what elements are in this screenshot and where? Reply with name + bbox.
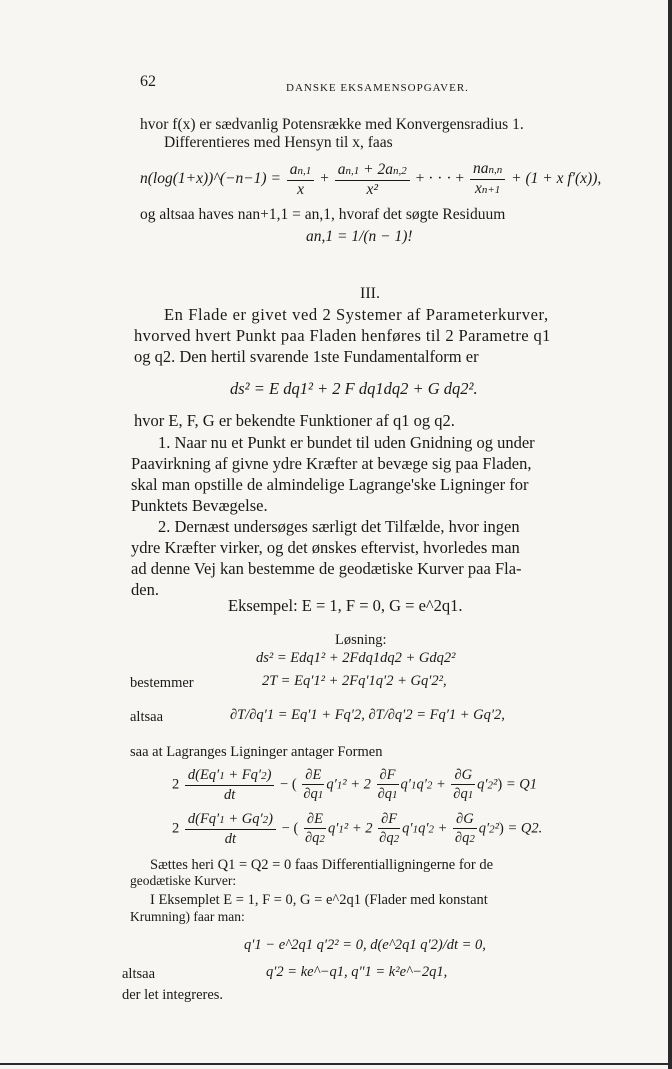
text-line: hvor E, F, G er bekendte Funktioner af q1 og q2.: [134, 411, 455, 430]
equation-rhs: + (1 + x f′(x)),: [511, 170, 602, 188]
text-line: den.: [131, 580, 159, 599]
text-line: hvor f(x) er sædvanlig Potensrække med Konvergensradius 1.: [140, 116, 524, 133]
equation-lhs: n(log(1+x))^(−n−1) =: [140, 170, 281, 188]
text-line: Paavirkning af givne ydre Kræfter at bevæge sig paa Fladen,: [131, 454, 532, 473]
text-line: og q2. Den hertil svarende 1ste Fundamentalform er: [134, 347, 479, 366]
text-line: bestemmer: [130, 675, 194, 691]
equation-lagrange-1: 2 $\frac{d(Eq'1 + Fq'2)}{dt}$ − ( $\frac{\partial E}{\partial q1}$ q′1² + 2 $\frac{\partial F}{\partial q1}$ q′1q′2 + $\frac{\partial G}{\partial q1}$ q′2²) = Q1: [172, 767, 537, 803]
equation-residue: an,1 = 1/(n − 1)!: [306, 228, 413, 245]
text-line: geodætiske Kurver:: [130, 873, 237, 888]
section-heading: III.: [360, 285, 380, 302]
text-line: Differentieres med Hensyn til x, faas: [164, 134, 393, 151]
text-line: En Flade er givet ved 2 Systemer af Parameterkurver,: [164, 305, 549, 324]
equation-geodesic: q′1 − e^2q1 q′2² = 0, d(e^2q1 q′2)/dt = 0,: [244, 937, 486, 953]
equation-kinetic-energy: 2T = Eq′1² + 2Fq′1q′2 + Gq′2²,: [262, 673, 447, 689]
text-line: hvorved hvert Punkt paa Fladen henføres til 2 Parametre q1: [134, 326, 551, 345]
equation-lagrange-1-rhs: = Q1: [505, 776, 537, 793]
page-bottom-rule: [0, 1063, 672, 1065]
equation-partials: ∂T/∂q′1 = Eq′1 + Fq′2, ∂T/∂q′2 = Fq′1 + Gq′2,: [230, 707, 505, 723]
text-line: der let integreres.: [122, 987, 224, 1003]
equation-lagrange-2-rhs: = Q2.: [507, 820, 543, 837]
text-line: og altsaa haves nan+1,1 = an,1, hvoraf det søgte Residuum: [140, 206, 506, 223]
text-line: I Eksemplet E = 1, F = 0, G = e^2q1 (Flader med konstant: [150, 892, 488, 908]
equation-final: q′2 = ke^−q1, q″1 = k²e^−2q1,: [266, 964, 448, 980]
text-line: saa at Lagranges Ligninger antager Formen: [130, 744, 383, 760]
equation-series: n(log(1+x))^(−n−1) = $\frac{an,1}{x}$ + $\frac{an,1 + 2an,2}{\text{x²}}$ + · · · + $\frac{\text{nan,n}}{xn+1}$ + (1 + x f′(x)),: [140, 160, 602, 198]
running-title: DANSKE EKSAMENSOPGAVER.: [286, 82, 469, 94]
equation-lagrange-2: 2 $\frac{d(Fq'1 + Gq'2)}{dt}$ − ( $\frac{\partial E}{\partial q2}$ q′1² + 2 $\frac{\partial F}{\partial q2}$ q′1q′2 + $\frac{\partial G}{\partial q2}$ q′2²) = Q2.: [172, 811, 543, 847]
text-line: skal man opstille de almindelige Lagrange'ske Ligninger for: [131, 475, 529, 494]
page-number: 62: [140, 73, 156, 90]
text-line: 1. Naar nu et Punkt er bundet til uden Gnidning og under: [158, 433, 535, 452]
text-line: ydre Kræfter virker, og det ønskes eftervist, hvorledes man: [131, 538, 520, 557]
solution-heading: Løsning:: [335, 632, 387, 648]
text-line: Sættes heri Q1 = Q2 = 0 faas Differentialligningerne for de: [150, 857, 494, 873]
page-edge: [668, 0, 672, 1069]
text-line: altsaa: [130, 709, 164, 725]
text-line: altsaa: [122, 966, 156, 982]
equation-ds-example: ds² = Edq1² + 2Fdq1dq2 + Gdq2²: [256, 650, 456, 666]
text-line: 2. Dernæst undersøges særligt det Tilfælde, hvor ingen: [158, 517, 520, 536]
example-line: Eksempel: E = 1, F = 0, G = e^2q1.: [228, 596, 463, 615]
text-line: Krumning) faar man:: [130, 909, 245, 924]
equation-fundamental-form: ds² = E dq1² + 2 F dq1dq2 + G dq2².: [230, 379, 478, 398]
text-line: Punktets Bevægelse.: [131, 496, 268, 515]
text-line: ad denne Vej kan bestemme de geodætiske Kurver paa Fla-: [131, 559, 522, 578]
